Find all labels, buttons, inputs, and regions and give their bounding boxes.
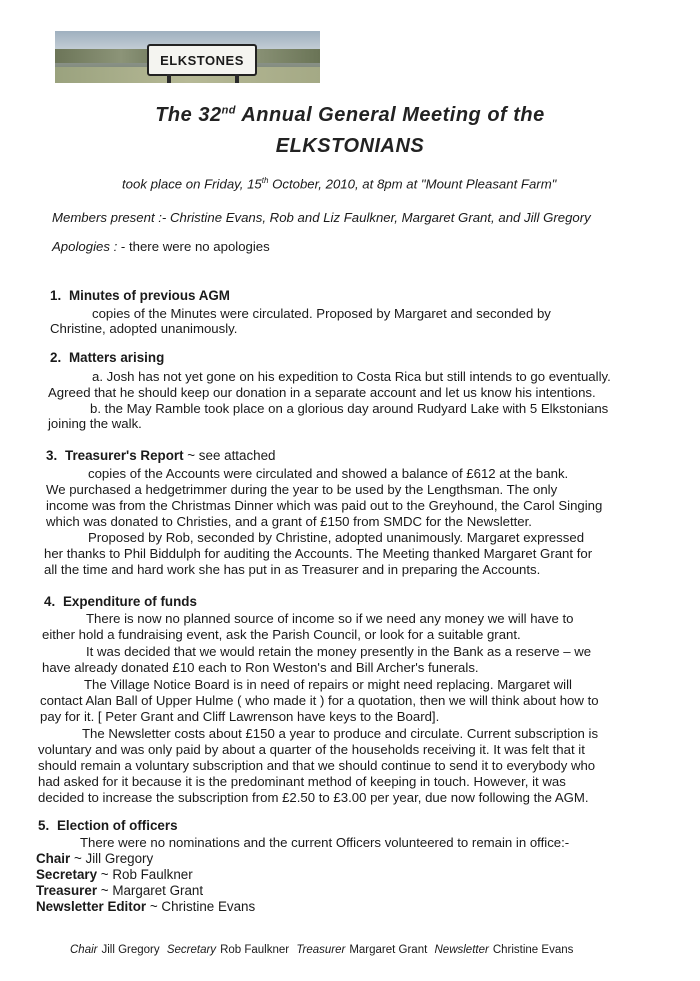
section-4-line: The Newsletter costs about £150 a year to produce and circulate. Current subscription is bbox=[82, 726, 599, 741]
sign-post-right bbox=[235, 74, 239, 83]
section-4-line: have already donated £10 each to Ron Weston's and Bill Archer's funerals. bbox=[42, 660, 479, 675]
members-present: Members present :- Christine Evans, Rob and Liz Faulkner, Margaret Grant, and Jill Gregory bbox=[52, 210, 591, 225]
footer-name: Jill Gregory bbox=[101, 944, 160, 956]
officer-treasurer: Treasurer ~ Margaret Grant bbox=[36, 883, 204, 898]
section-2-line: a. Josh has not yet gone on his expedition to Costa Rica but still intends to go eventually. bbox=[92, 369, 611, 384]
footer-role: Secretary bbox=[166, 944, 217, 956]
section-3-line: copies of the Accounts were circulated and showed a balance of £612 at the bank. bbox=[88, 466, 569, 481]
footer-name: Margaret Grant bbox=[349, 944, 428, 956]
section-heading-1: 1. Minutes of previous AGM bbox=[50, 288, 230, 303]
section-2-line: Agreed that he should keep our donation in a separate account and let us know his intentions. bbox=[48, 385, 596, 400]
section-4-line: pay for it. [ Peter Grant and Cliff Lawrenson have keys to the Board]. bbox=[40, 709, 440, 724]
section-2-line: b. the May Ramble took place on a glorious day around Rudyard Lake with 5 Elkstonians bbox=[90, 401, 609, 416]
footer-role: Chair bbox=[70, 944, 98, 956]
section-4-line: had asked for it because it is the predominant method of keeping in touch. However, it was bbox=[38, 774, 566, 789]
section-3-line: which was donated to Christies, and a grant of £150 from SMDC for the Newsletter. bbox=[46, 514, 532, 529]
footer-name: Rob Faulkner bbox=[220, 944, 290, 956]
section-heading-4: 4. Expenditure of funds bbox=[44, 594, 197, 609]
section-3-line: income was from the Christmas Dinner which was paid out to the Greyhound, the Carol Singing bbox=[46, 498, 603, 513]
meeting-details: took place on Friday, 15th October, 2010, at 8pm at "Mount Pleasant Farm" bbox=[122, 176, 557, 192]
section-4-line: contact Alan Ball of Upper Hulme ( who made it ) for a quotation, then we will think about how to bbox=[40, 693, 599, 708]
sign-post-left bbox=[167, 74, 171, 83]
section-heading-5: 5. Election of officers bbox=[38, 818, 178, 833]
header-photo bbox=[55, 31, 320, 83]
title-line-1: The 32nd Annual General Meeting of the bbox=[155, 104, 545, 126]
section-3-line: Proposed by Rob, seconded by Christine, adopted unanimously. Margaret expressed bbox=[88, 530, 585, 545]
officer-chair: Chair ~ Jill Gregory bbox=[36, 851, 154, 866]
section-heading-3: 3. Treasurer's Report ~ see attached bbox=[46, 448, 276, 463]
apologies: Apologies : - there were no apologies bbox=[52, 239, 270, 254]
section-heading-2: 2. Matters arising bbox=[50, 350, 165, 365]
section-1-line: Christine, adopted unanimously. bbox=[50, 321, 238, 336]
section-4-line: There is now no planned source of income so if we need any money we will have to bbox=[86, 611, 574, 626]
section-3-line: her thanks to Phil Biddulph for auditing the Accounts. The Meeting thanked Margaret Grant for bbox=[44, 546, 593, 561]
village-sign: ELKSTONES bbox=[147, 44, 257, 76]
section-4-line: voluntary and was only paid by about a quarter of the households receiving it. It was felt that it bbox=[38, 742, 585, 757]
footer-name: Christine Evans bbox=[492, 944, 574, 956]
section-4-line: It was decided that we would retain the money presently in the Bank as a reserve – we bbox=[86, 644, 592, 659]
footer-role: Treasurer bbox=[296, 944, 346, 956]
officer-secretary: Secretary ~ Rob Faulkner bbox=[36, 867, 193, 882]
title-line-2: ELKSTONIANS bbox=[275, 135, 425, 157]
section-4-line: decided to increase the subscription from £2.50 to £3.00 per year, due now following the AGM. bbox=[38, 790, 589, 805]
section-4-line: should remain a voluntary subscription and that we should continue to send it to everybody who bbox=[38, 758, 596, 773]
footer-role: Newsletter bbox=[434, 944, 489, 956]
section-1-line: copies of the Minutes were circulated. Proposed by Margaret and seconded by bbox=[92, 306, 551, 321]
section-3-line: We purchased a hedgetrimmer during the year to be used by the Lengthsman. The only bbox=[46, 482, 558, 497]
section-3-line: all the time and hard work she has put in as Treasurer and in preparing the Accounts. bbox=[44, 562, 541, 577]
section-5-line: There were no nominations and the current Officers volunteered to remain in office:- bbox=[80, 835, 570, 850]
section-2-line: joining the walk. bbox=[48, 416, 142, 431]
footer-officers bbox=[70, 944, 577, 956]
section-4-line: The Village Notice Board is in need of repairs or might need replacing. Margaret will bbox=[84, 677, 572, 692]
officer-newsletter-editor: Newsletter Editor ~ Christine Evans bbox=[36, 899, 256, 914]
section-4-line: either hold a fundraising event, ask the Parish Council, or look for a suitable grant. bbox=[42, 627, 521, 642]
